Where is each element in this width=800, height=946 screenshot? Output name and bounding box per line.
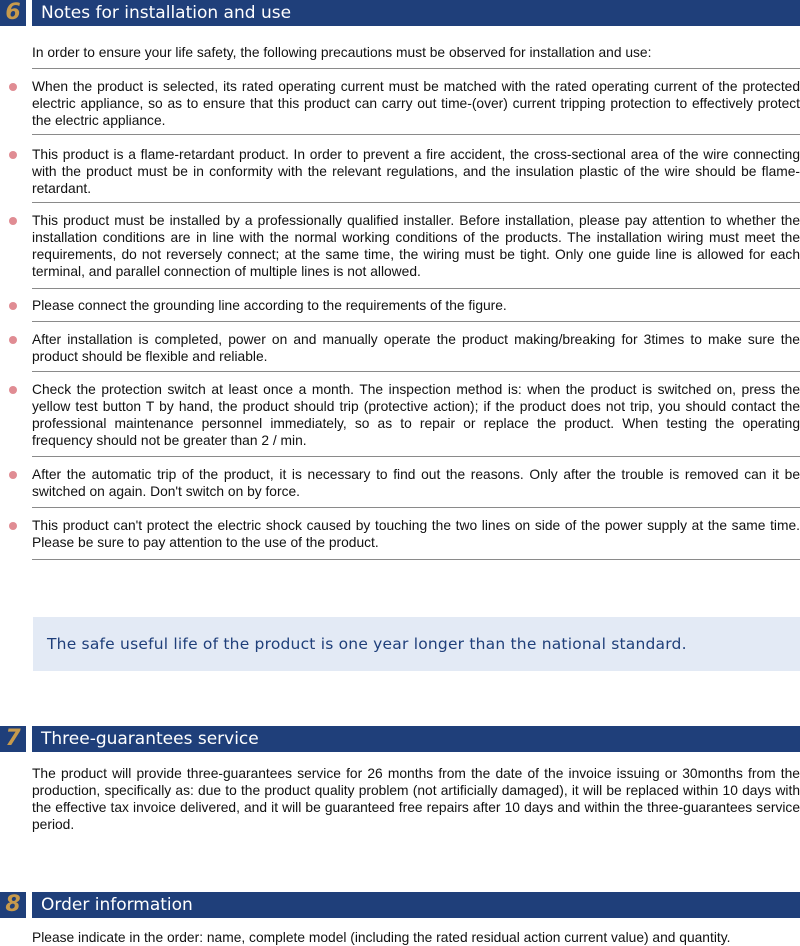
divider <box>32 68 800 69</box>
section-8-header <box>0 892 800 918</box>
bullet-icon <box>9 522 17 530</box>
section-7-body: The product will provide three-guarantees service for 26 months from the date of the invoice issuing or 30months from the production, specifically as: due to the product quality problem (not artificially damaged), it will be replaced within 10 days with the effective tax invoice delivered, and it will be guaranteed free repairs after 10 days and within the three-guarantees service period. <box>32 766 800 832</box>
bullet-icon <box>9 471 17 479</box>
divider <box>32 321 800 322</box>
section-title: Three-guarantees service <box>32 726 800 752</box>
list-item-text: This product can't protect the electric shock caused by touching the two lines on side of the power supply at the same time. Please be sure to pay attention to the use of the product. <box>32 518 800 550</box>
divider <box>32 456 800 457</box>
section-7-header <box>0 726 800 752</box>
list-item-text: After the automatic trip of the product, it is necessary to find out the reasons. Only after the trouble is removed can it be switched on again. Don't switch on by force. <box>32 467 800 499</box>
section-6-header <box>0 0 800 26</box>
list-item-text: This product must be installed by a professionally qualified installer. Before installation, please pay attention to whether the installation conditions are in line with the normal working conditions of the products. The installation wiring must meet the requirements, do not reversely connect; at the same time, the wiring must be tight. Only one guide line is allowed for each terminal, and parallel connection of multiple lines is not allowed. <box>32 213 800 279</box>
service-life-callout: The safe useful life of the product is one year longer than the national standard. <box>33 617 800 671</box>
list-item-text: Please connect the grounding line according to the requirements of the figure. <box>32 298 507 313</box>
section-number: 6 <box>0 0 26 26</box>
section-title: Notes for installation and use <box>32 0 800 26</box>
section-number: 7 <box>0 726 26 752</box>
list-item-text: This product is a flame-retardant product. In order to prevent a fire accident, the cross-sectional area of the wire connecting with the product must be in conformity with the relevant regulations, and the insulation plastic of the wire should be flame-retardant. <box>32 147 800 196</box>
divider <box>32 559 800 560</box>
list-item-text: After installation is completed, power on and manually operate the product making/breaking for 3times to make sure the product should be flexible and reliable. <box>32 332 800 364</box>
bullet-icon <box>9 217 17 225</box>
divider <box>32 134 800 135</box>
bullet-icon <box>9 336 17 344</box>
divider <box>32 288 800 289</box>
list-item-text: When the product is selected, its rated operating current must be matched with the rated operating current of the protected electric appliance, so as to ensure that this product can carry out time-(over) current tripping protection to effectively protect the electric appliance. <box>32 79 800 128</box>
divider <box>32 507 800 508</box>
bullet-icon <box>9 83 17 91</box>
section-8-body: Please indicate in the order: name, complete model (including the rated residual action current value) and quantity. <box>32 930 731 945</box>
bullet-icon <box>9 386 17 394</box>
section-6-intro: In order to ensure your life safety, the following precautions must be observed for installation and use: <box>32 45 652 60</box>
section-title: Order information <box>32 892 800 918</box>
divider <box>32 202 800 203</box>
list-item-text: Check the protection switch at least once a month. The inspection method is: when the product is switched on, press the yellow test button T by hand, the product should trip (protective action); if the product does not trip, you should contact the professional maintenance personnel immediately, so as to repair or replace the product. When testing the operating frequency should not be greater than 2 / min. <box>32 382 800 448</box>
bullet-icon <box>9 302 17 310</box>
bullet-icon <box>9 151 17 159</box>
divider <box>32 371 800 372</box>
section-number: 8 <box>0 892 26 918</box>
